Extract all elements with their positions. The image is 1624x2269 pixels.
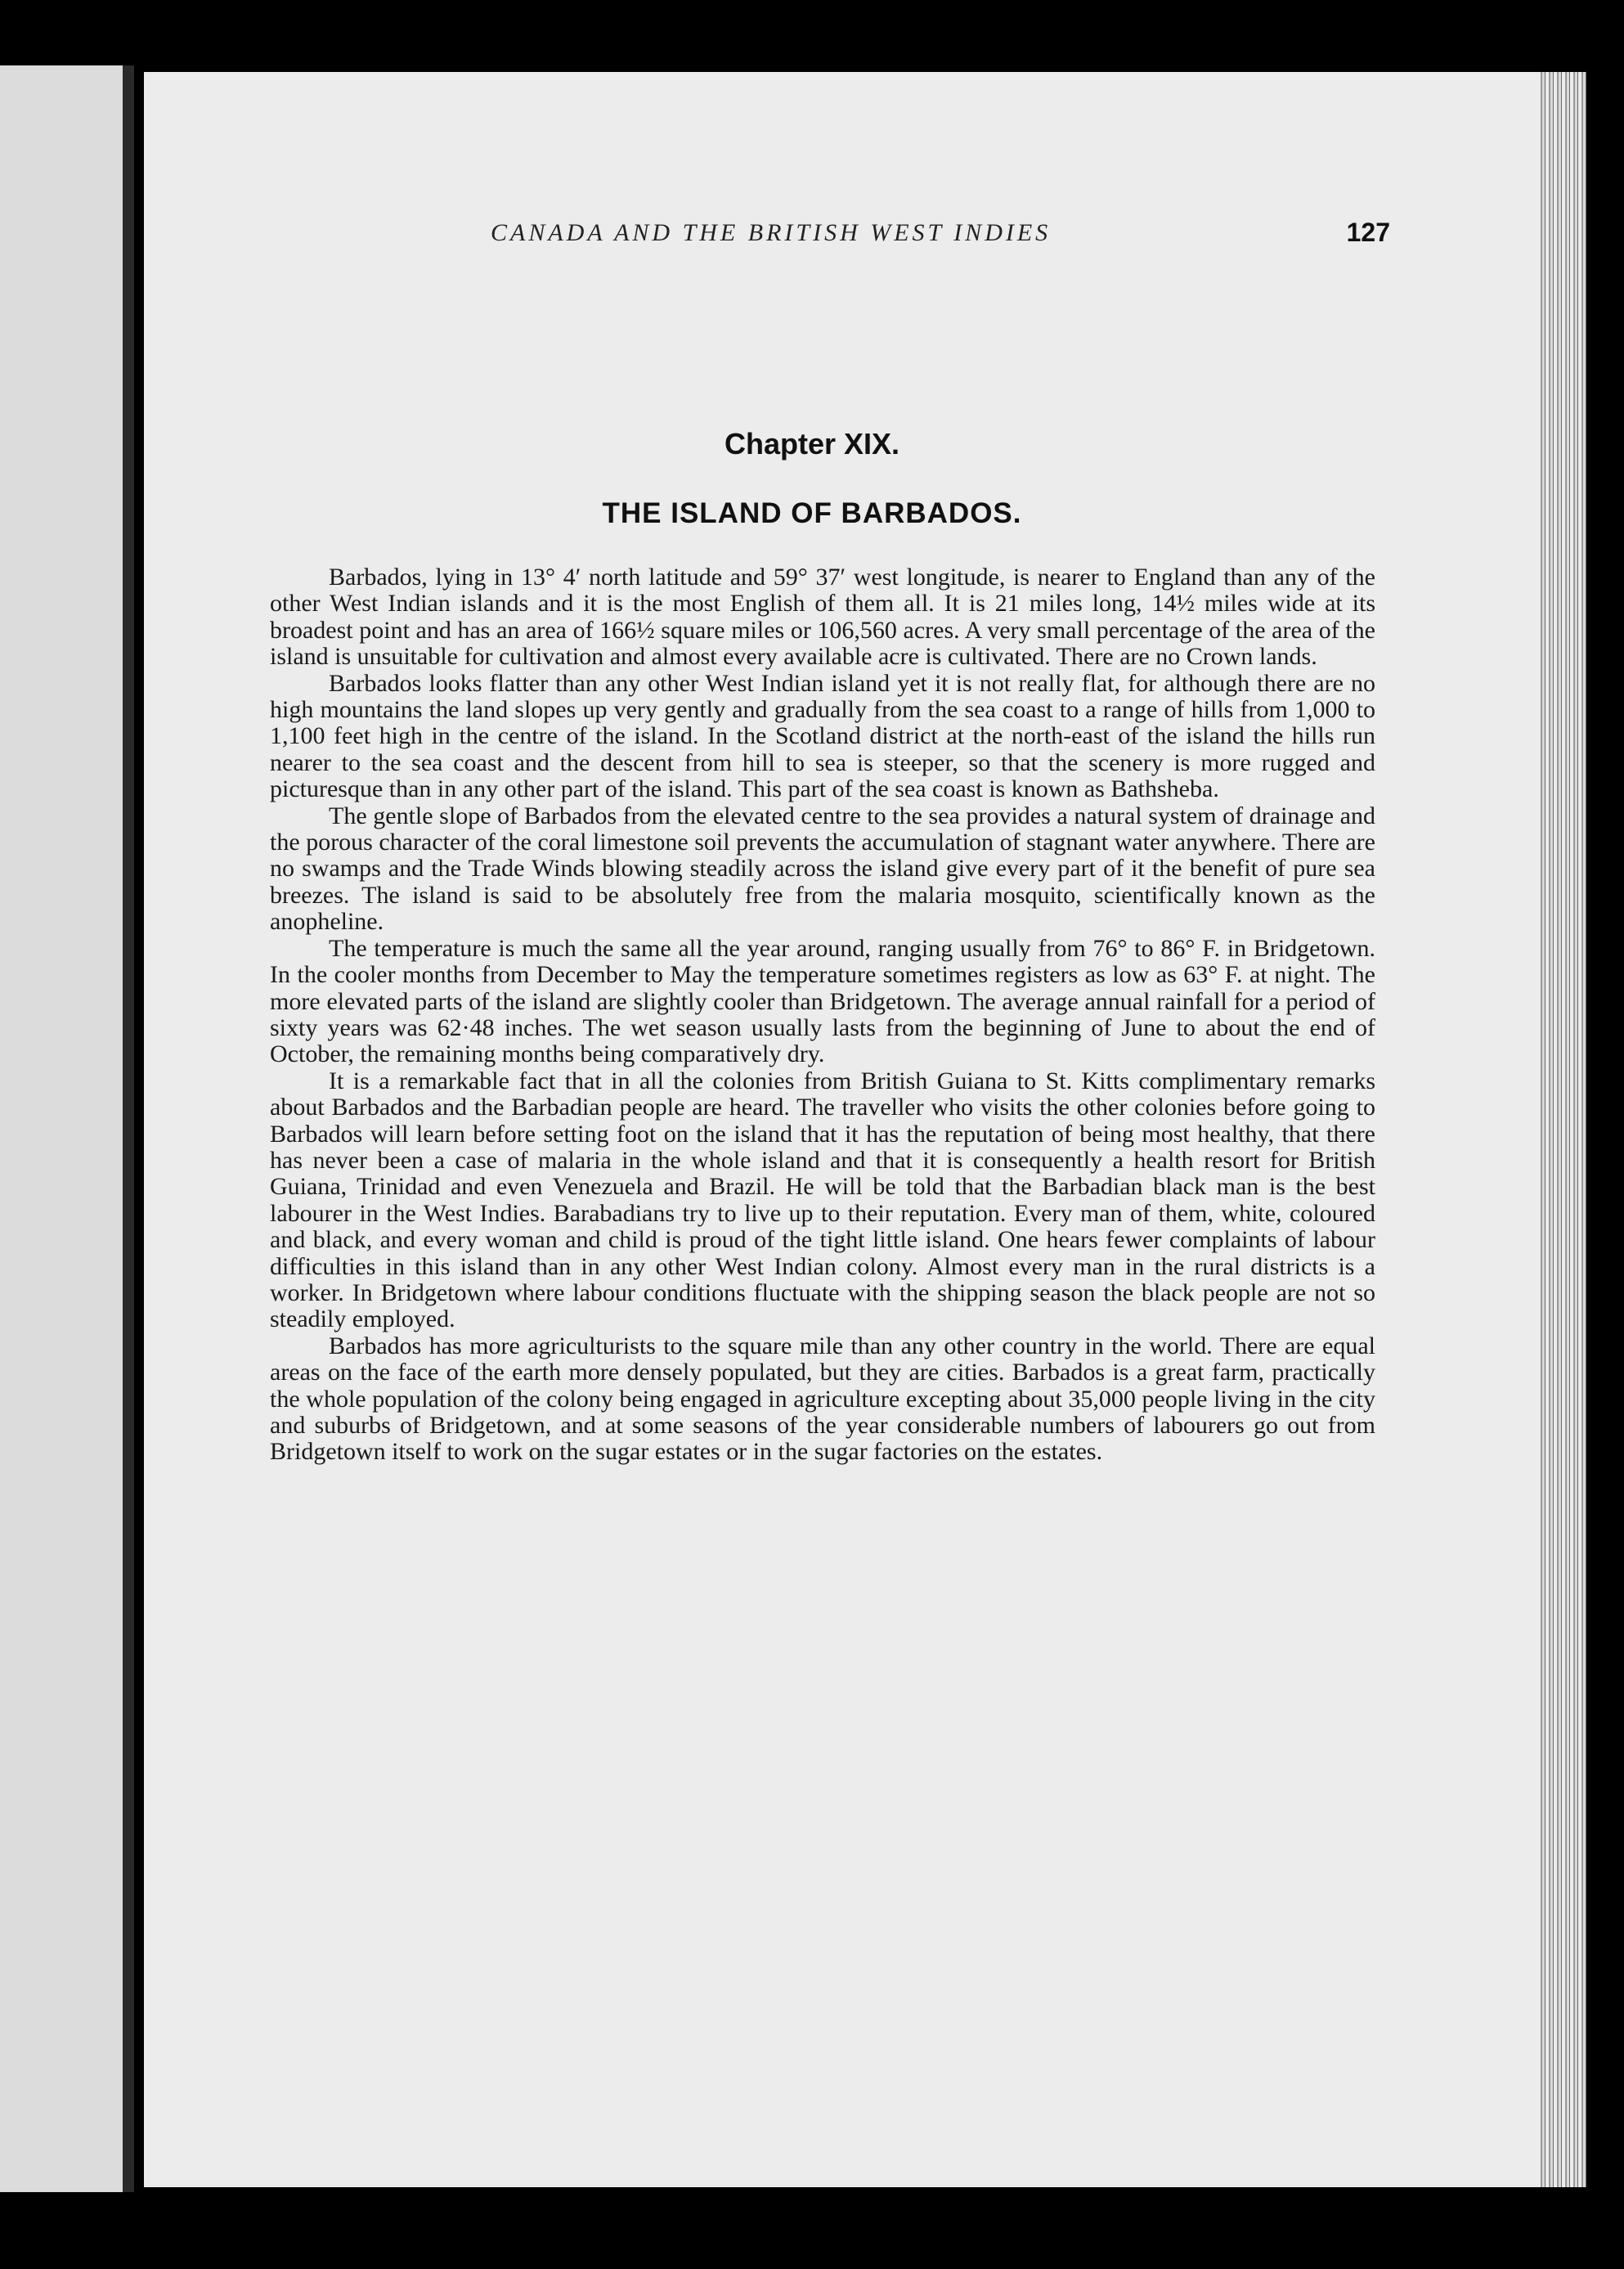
chapter-title: THE ISLAND OF BARBADOS.	[602, 497, 1022, 529]
page-edge	[1537, 72, 1586, 2187]
book-gutter	[123, 65, 134, 2192]
left-page-margin	[0, 65, 131, 2192]
paragraph: Barbados looks flatter than any other West Indian island yet it is not really flat, for although there are no high mountains the land slopes up very gently and gradually from the sea coast to a range of hills from 1,000 to 1,100 feet high in the centre of the island. In the Scotland district at the north-east of the island the hills run nearer to the sea coast and the descent from hill to sea is steeper, so that the scenery is more rugged and picturesque than in any other part of the island. This part of the sea coast is known as Bathsheba.	[270, 669, 1375, 803]
paragraph: Barbados has more agriculturists to the square mile than any other country in the world. There are equal areas on the face of the earth more densely populated, but they are cities. Barbados is a great farm, practically the whole population of the colony being engaged in agriculture excepting about 35,000 people living in the city and suburbs of Bridgetown, and at some seasons of the year considerable numbers of labourers go out from Bridgetown itself to work on the sugar estates or in the sugar factories on the estates.	[270, 1332, 1375, 1466]
page-header	[491, 219, 1390, 252]
paragraph: Barbados, lying in 13° 4′ north latitude and 59° 37′ west longitude, is nearer to England than any of the other West Indian islands and it is the most English of them all. It is 21 miles long, 14½ miles wide at its broadest point and has an area of 166½ square miles or 106,560 acres. A very small percentage of the area of the island is unsuitable for cultivation and almost every available acre is cultivated. There are no Crown lands.	[270, 564, 1375, 671]
page-number: 127	[1346, 218, 1390, 247]
running-head: CANADA AND THE BRITISH WEST INDIES	[491, 219, 1052, 246]
paragraph: The temperature is much the same all the year around, ranging usually from 76° to 86° F. in Bridgetown. In the cooler months from December to May the temperature sometimes registers as low as 63° F. at night. The more elevated parts of the island are slightly cooler than Bridgetown. The average annual rainfall for a period of sixty years was 62·48 inches. The wet season usually lasts from the beginning of June to about the end of October, the remaining months being comparatively dry.	[270, 934, 1375, 1068]
chapter-heading: Chapter XIX.	[724, 427, 900, 461]
body-text	[270, 564, 1375, 1466]
paragraph: It is a remarkable fact that in all the colonies from British Guiana to St. Kitts complimentary remarks about Barbados and the Barbadian people are heard. The traveller who visits the other colonies before going to Barbados will learn before setting foot on the island that it has the reputation of being most healthy, that there has never been a case of malaria in the whole island and that it is consequently a health resort for British Guiana, Trinidad and even Venezuela and Brazil. He will be told that the Barbadian black man is the best labourer in the West Indies. Barabadians try to live up to their reputation. Every man of them, white, coloured and black, and every woman and child is proud of the tight little island. One hears fewer complaints of labour difficulties in this island than in any other West Indian colony. Almost every man in the rural districts is a worker. In Bridgetown where labour conditions fluctuate with the shipping season the black people are not so steadily employed.	[270, 1067, 1375, 1333]
paragraph: The gentle slope of Barbados from the elevated centre to the sea provides a natural system of drainage and the porous character of the coral limestone soil prevents the accumulation of stagnant water anywhere. There are no swamps and the Trade Winds blowing steadily across the island give every part of it the benefit of pure sea breezes. The island is said to be absolutely free from the malaria mosquito, scientifically known as the anopheline.	[270, 802, 1375, 936]
